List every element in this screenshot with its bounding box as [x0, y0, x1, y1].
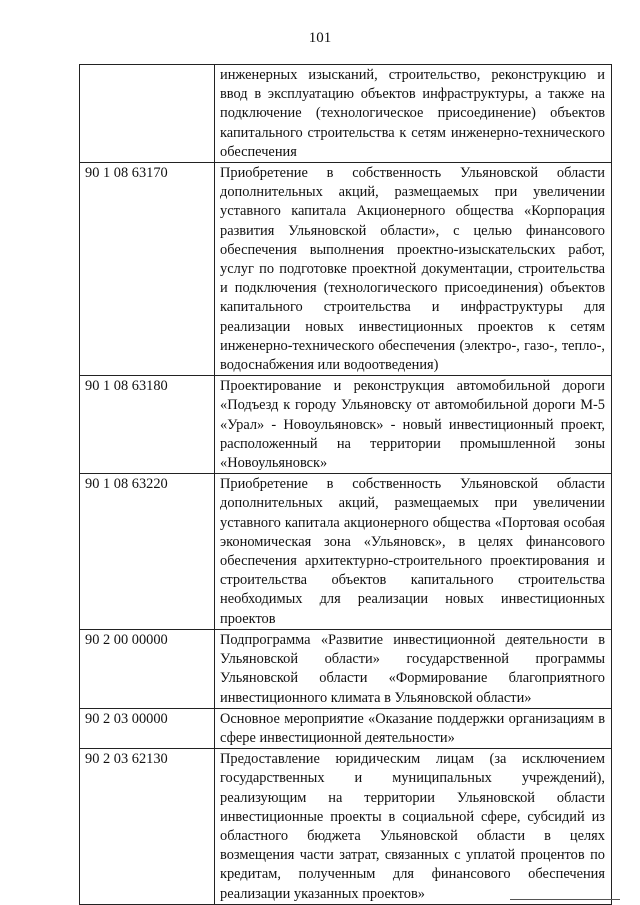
page-number: 101 [308, 30, 332, 46]
table-row [80, 65, 612, 163]
table-row [80, 376, 612, 474]
target-article-description: Подпрограмма «Развитие инвестиционной деятельности в Ульяновской области» государственной программы Ульяновской области «Формирование благоприятного инвестиционного климата в Ульяновской области» [215, 629, 612, 708]
table-row [80, 629, 612, 708]
target-article-code: 90 1 08 63220 [80, 474, 215, 630]
target-article-description: Проектирование и реконструкция автомобильной дороги «Подъезд к городу Ульяновску от автомобильной дороги М-5 «Урал» - Новоульяновск» - новый инвестиционный проект, расположенный на территории промышленной зоны «Новоульяновск» [215, 376, 612, 474]
target-article-code: 90 2 03 00000 [80, 708, 215, 748]
table-row [80, 163, 612, 376]
target-article-description: Основное мероприятие «Оказание поддержки организациям в сфере инвестиционной деятельности» [215, 708, 612, 748]
target-article-description: Приобретение в собственность Ульяновской области дополнительных акций, размещаемых при увеличении уставного капитала Акционерного общества «Корпорация развития Ульяновской области», с целью финансового обеспечения выполнения проектно-изыскательских работ, услуг по подготовке проектной документации, строительства и подключения (технологического присоединения) объектов капитального строительства и инфраструктуры для реализации новых инвестиционных проектов к сетям инженерно-технического обеспечения (электро-, газо-, тепло-, водоснабжения или водоотведения) [215, 163, 612, 376]
target-article-description: инженерных изысканий, строительство, реконструкцию и ввод в эксплуатацию объектов инфраструктуры, а также на подключение (технологическое присоединение) объектов капитального строительства к сетям инженерно-технического обеспечения [215, 65, 612, 163]
target-article-code: 90 2 00 00000 [80, 629, 215, 708]
table-row [80, 474, 612, 630]
target-article-code: 90 1 08 63180 [80, 376, 215, 474]
scan-edge-line [510, 899, 620, 900]
budget-classification-table [79, 64, 612, 905]
target-article-description: Предоставление юридическим лицам (за исключением государственных и муниципальных учреждений), реализующим на территории Ульяновской области инвестиционные проекты в социальной сфере, субсидий из областного бюджета Ульяновской области в целях возмещения части затрат, связанных с уплатой процентов по кредитам, полученным для финансового обеспечения реализации указанных проектов» [215, 749, 612, 905]
target-article-description: Приобретение в собственность Ульяновской области дополнительных акций, размещаемых при увеличении уставного капитала акционерного общества «Портовая особая экономическая зона «Ульяновск», в целях финансового обеспечения архитектурно-строительного проектирования и строительства объектов капитального строительства необходимых для реализации новых инвестиционных проектов [215, 474, 612, 630]
target-article-code [80, 65, 215, 163]
table-row [80, 708, 612, 748]
target-article-code: 90 2 03 62130 [80, 749, 215, 905]
target-article-code: 90 1 08 63170 [80, 163, 215, 376]
table-row [80, 749, 612, 905]
